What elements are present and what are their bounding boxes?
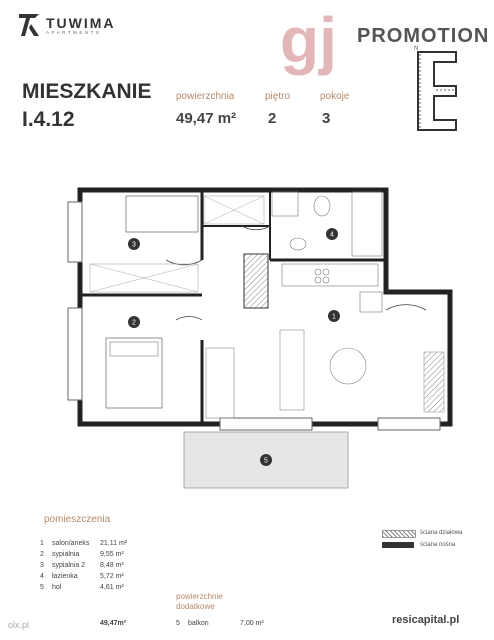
room-label-3: 3 bbox=[132, 241, 136, 249]
brand-name: TUWIMA bbox=[46, 14, 116, 31]
room-row bbox=[40, 540, 127, 547]
partner-name-text: PROMOTION bbox=[357, 25, 490, 47]
room-name: łazienka bbox=[52, 573, 78, 580]
extra-heading bbox=[176, 592, 223, 612]
area-label: powierzchnia bbox=[176, 91, 235, 102]
room-n: 5 bbox=[40, 584, 44, 591]
room-n: 3 bbox=[40, 562, 44, 569]
legend-load-wall: ściana nośna bbox=[420, 542, 456, 548]
extra-name: balkon bbox=[188, 620, 209, 627]
legend-swatch-load bbox=[382, 542, 414, 548]
website-link[interactable]: resicapital.pl bbox=[392, 614, 460, 626]
extra-heading-2: dodatkowe bbox=[176, 602, 215, 611]
room-area: 9,55 m² bbox=[100, 551, 124, 558]
room-n: 2 bbox=[40, 551, 44, 558]
key-plan-icon bbox=[408, 40, 464, 132]
extra-heading-1: powierzchnie bbox=[176, 592, 223, 601]
partner-logo-icon bbox=[278, 4, 340, 86]
watermark: olx.pl bbox=[8, 620, 30, 630]
room-row bbox=[40, 551, 124, 558]
room-name: sypialnia 2 bbox=[52, 562, 86, 569]
tuwima-logo-icon bbox=[18, 12, 40, 38]
partner-logo-mark: gj bbox=[280, 4, 337, 76]
floor-plan bbox=[60, 180, 460, 500]
apartment-code: I.4.12 bbox=[22, 108, 75, 131]
svg-text:N: N bbox=[414, 46, 419, 52]
room-area: 5,72 m² bbox=[100, 573, 124, 580]
floor-value: 2 bbox=[268, 110, 277, 127]
extra-n: 5 bbox=[176, 620, 180, 627]
window-left-1 bbox=[68, 202, 82, 262]
brand-logo bbox=[18, 12, 116, 38]
room-label-2: 2 bbox=[132, 319, 136, 327]
floor-label: piętro bbox=[265, 91, 291, 102]
rooms-total: 49,47m² bbox=[100, 620, 127, 627]
window-bottom-1 bbox=[220, 418, 312, 430]
room-area: 21,11 m² bbox=[100, 540, 128, 547]
extra-area: 7,00 m² bbox=[240, 620, 264, 627]
room-label-4: 4 bbox=[330, 231, 334, 239]
room-area: 8,48 m² bbox=[100, 562, 124, 569]
rooms-label: pokoje bbox=[320, 91, 350, 102]
legend-swatch-party bbox=[382, 530, 416, 538]
room-row bbox=[40, 584, 124, 591]
room-name: sypialnia bbox=[52, 551, 80, 558]
room-label-5: 5 bbox=[264, 457, 268, 465]
rooms-heading: pomieszczenia bbox=[44, 514, 111, 525]
room-name: salon/aneks bbox=[52, 540, 90, 547]
brand-sub: APARTMENTS bbox=[46, 29, 102, 35]
window-bottom-2 bbox=[378, 418, 440, 430]
window-left-2 bbox=[68, 308, 82, 400]
room-label-1: 1 bbox=[332, 313, 336, 321]
room-n: 1 bbox=[40, 540, 44, 547]
room-area: 4,61 m² bbox=[100, 584, 124, 591]
rooms-value: 3 bbox=[322, 110, 331, 127]
room-row bbox=[40, 562, 124, 569]
room-row bbox=[40, 573, 124, 580]
area-value: 49,47 m² bbox=[176, 110, 237, 127]
legend-party-wall: ściana działowa bbox=[420, 530, 463, 536]
apartment-title: MIESZKANIE bbox=[22, 80, 152, 103]
partition-wall bbox=[244, 254, 268, 308]
room-name: hol bbox=[52, 584, 62, 591]
room-n: 4 bbox=[40, 573, 44, 580]
